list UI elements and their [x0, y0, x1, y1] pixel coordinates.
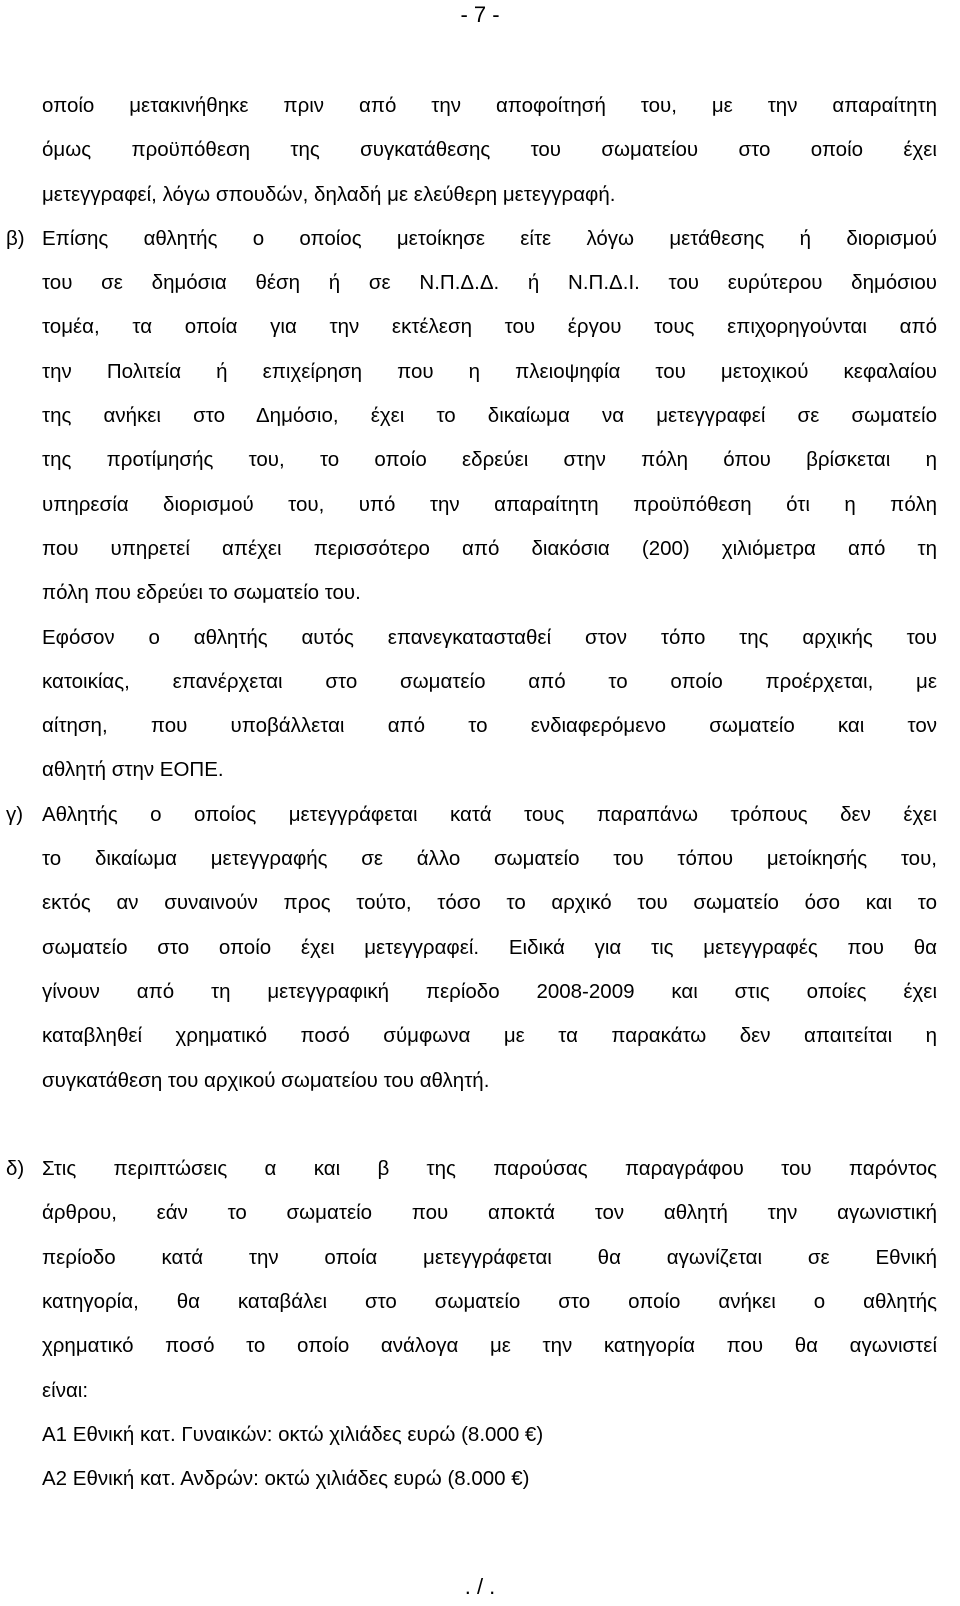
text-line: της ανήκει στο Δημόσιο, έχει το δικαίωμα να μετεγγραφεί σε σωματείο — [42, 404, 937, 428]
text-line: άρθρου, εάν το σωματείο που αποκτά τον αθλητή την αγωνιστική — [42, 1201, 937, 1225]
text-line: Στις περιπτώσεις α και β της παρούσας παραγράφου του παρόντος — [42, 1157, 937, 1181]
text-line: κατηγορία, θα καταβάλει στο σωματείο στο οποίο ανήκει ο αθλητής — [42, 1290, 937, 1314]
text-line: την Πολιτεία ή επιχείρηση που η πλειοψηφία του μετοχικού κεφαλαίου — [42, 359, 937, 383]
text-line: αθλητή στην ΕΟΠΕ. — [42, 758, 224, 782]
text-line: καταβληθεί χρηματικό ποσό σύμφωνα με τα παρακάτω δεν απαιτείται η — [42, 1024, 937, 1048]
spacer — [42, 1103, 937, 1147]
text-line: περίοδο κατά την οποία μετεγγράφεται θα αγωνίζεται σε Εθνική — [42, 1245, 937, 1269]
text-line: οποίο μετακινήθηκε πριν από την αποφοίτησή του, με την απαραίτητη — [42, 94, 937, 117]
continuation-mark: . / . — [464, 1574, 496, 1599]
list-item-c — [6, 793, 937, 1103]
text-line: τομέα, τα οποία για την εκτέλεση του έργου τους επιχορηγούνται από — [42, 315, 937, 339]
list-item-d — [6, 1147, 937, 1501]
text-line: συγκατάθεση του αρχικού σωματείου του αθλητή. — [42, 1068, 490, 1092]
text-line: πόλη που εδρεύει το σωματείο του. — [42, 581, 361, 605]
text-line: κατοικίας, επανέρχεται στο σωματείο από το οποίο προέρχεται, με — [42, 669, 937, 693]
list-marker: δ) — [6, 1157, 25, 1181]
text-line: είναι: — [42, 1378, 89, 1402]
page-number: - 7 - — [460, 2, 500, 27]
text-line: το δικαίωμα μετεγγραφής σε άλλο σωματείο του τόπου μετοίκησής του, — [42, 847, 937, 871]
list-item-b — [6, 217, 937, 793]
text-line: υπηρεσία διορισμού του, υπό την απαραίτητη προϋπόθεση ότι η πόλη — [42, 492, 937, 516]
fee-line-a2: Α2 Εθνική κατ. Ανδρών: οκτώ χιλιάδες ευρώ (8.000 €) — [42, 1467, 530, 1491]
paragraph-continuation — [42, 84, 937, 217]
text-line: σωματείο στο οποίο έχει μετεγγραφεί. Ειδικά για τις μετεγγραφές που θα — [42, 935, 937, 959]
text-line: της προτίμησής του, το οποίο εδρεύει στην πόλη όπου βρίσκεται η — [42, 448, 937, 472]
list-marker: γ) — [6, 802, 24, 826]
list-marker: β) — [6, 226, 25, 250]
text-line: αίτηση, που υποβάλλεται από το ενδιαφερόμενο σωματείο και τον — [42, 714, 937, 738]
text-line: μετεγγραφεί, λόγω σπουδών, δηλαδή με ελεύθερη μετεγγραφή. — [42, 182, 616, 206]
text-line: όμως προϋπόθεση της συγκατάθεσης του σωματείου στο οποίο έχει — [42, 138, 937, 162]
fee-line-a1: Α1 Εθνική κατ. Γυναικών: οκτώ χιλιάδες ευρώ (8.000 €) — [42, 1422, 544, 1446]
document-body — [6, 84, 937, 1502]
text-line: γίνουν από τη μετεγγραφική περίοδο 2008-2009 και στις οποίες έχει — [42, 979, 937, 1003]
text-line: Αθλητής ο οποίος μετεγγράφεται κατά τους παραπάνω τρόπους δεν έχει — [42, 802, 937, 826]
text-line: Εφόσον ο αθλητής αυτός επανεγκατασταθεί στον τόπο της αρχικής του — [42, 625, 937, 649]
text-line: χρηματικό ποσό το οποίο ανάλογα με την κατηγορία που θα αγωνιστεί — [42, 1334, 937, 1358]
text-line: εκτός αν συναινούν προς τούτο, τόσο το αρχικό του σωματείο όσο και το — [42, 891, 937, 915]
text-line: που υπηρετεί απέχει περισσότερο από διακόσια (200) χιλιόμετρα από τη — [42, 536, 937, 560]
text-line: του σε δημόσια θέση ή σε Ν.Π.Δ.Δ. ή Ν.Π.Δ.Ι. του ευρύτερου δημόσιου — [42, 271, 937, 295]
text-line: Επίσης αθλητής ο οποίος μετοίκησε είτε λόγω μετάθεσης ή διορισμού — [42, 226, 937, 250]
